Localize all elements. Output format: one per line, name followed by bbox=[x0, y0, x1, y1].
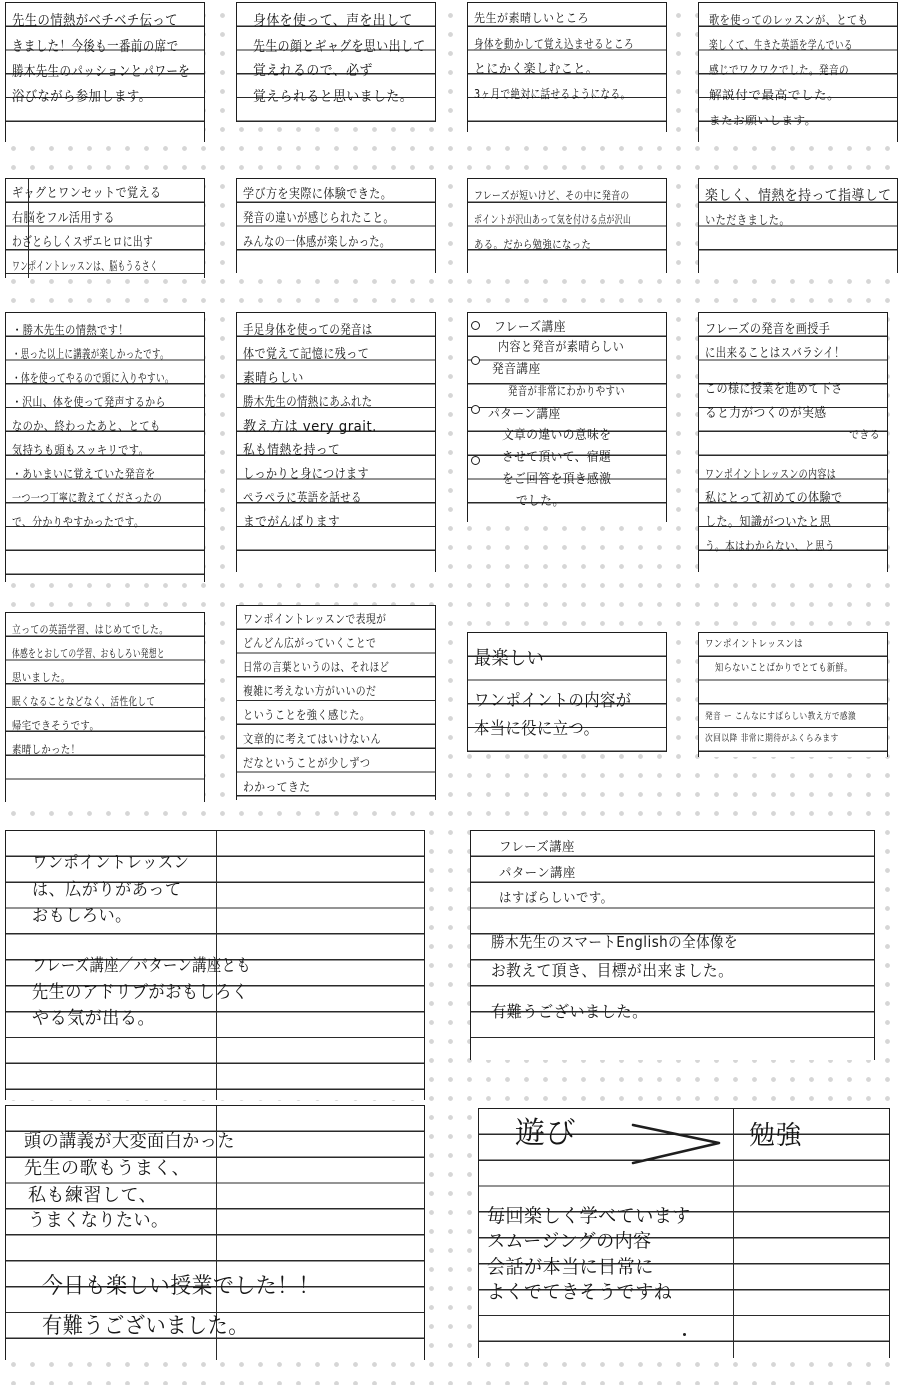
note-card bbox=[698, 2, 898, 142]
note-text: 有難うございました。 bbox=[42, 1314, 250, 1339]
note-text: 今日も楽しい授業でした！！ bbox=[42, 1274, 320, 1299]
note-text: おもしろい。 bbox=[32, 906, 132, 926]
note-text: 複雑に考えない方がいいのだ bbox=[243, 684, 377, 698]
note-text: ギャグとワンセットで覚える bbox=[12, 186, 162, 201]
note-text: 感じでワクワクでした。発音の bbox=[709, 63, 850, 77]
note-text: パターン講座 bbox=[488, 407, 561, 422]
note-text: 解説付で最高でした。 bbox=[709, 88, 841, 102]
note-text: 素晴しかった！ bbox=[12, 743, 81, 756]
note-text: 先生の顔とギャグを思い出して bbox=[253, 39, 426, 55]
note-text: で、分かりやすかったです。 bbox=[12, 515, 145, 529]
note-text: いただきました。 bbox=[705, 213, 791, 227]
note-text: 内容と発音が素晴らしい bbox=[498, 340, 625, 355]
note-text: なのか、終わったあと、とても bbox=[12, 419, 161, 433]
note-card bbox=[698, 632, 888, 757]
note-text: フレーズ講座／パターン講座とも bbox=[32, 956, 251, 976]
note-text: 立っての英語学習、はじめてでした。 bbox=[12, 623, 169, 636]
note-text: に出来ることはスバラシイ！ bbox=[705, 346, 845, 361]
note-text: 楽しく、情熱を持って指導して bbox=[705, 188, 892, 204]
note-text: 体で覚えて記憶に残って bbox=[243, 347, 370, 362]
note-text: 最楽しい bbox=[474, 647, 545, 669]
note-text: とにかく楽しむこと。 bbox=[474, 62, 599, 77]
note-text: 毎回楽しく学べています bbox=[487, 1205, 691, 1227]
note-text: 学び方を実際に体験できた。 bbox=[243, 187, 393, 202]
note-text: ある。だから勉強になった bbox=[474, 238, 592, 251]
note-text: フレーズの発音を画授手 bbox=[705, 322, 831, 337]
note-text: やる気が出る。 bbox=[32, 1008, 156, 1029]
note-text: は、広がりがあって bbox=[32, 880, 182, 900]
note-card bbox=[467, 312, 667, 522]
note-card bbox=[236, 312, 436, 572]
note-card bbox=[236, 178, 436, 273]
note-card bbox=[698, 178, 898, 273]
note-text: 先生の情熱がベチベチ伝って bbox=[12, 13, 178, 29]
arrow-right-icon bbox=[627, 1121, 727, 1167]
note-text: 遊び bbox=[515, 1116, 576, 1151]
note-text: はすばらしいです。 bbox=[499, 891, 614, 906]
note-text: 思いました。 bbox=[12, 671, 71, 684]
binder-ring-icon bbox=[471, 321, 480, 330]
note-text: ・勝木先生の情熱です！ bbox=[12, 323, 129, 337]
note-text: パターン講座 bbox=[499, 866, 576, 881]
binder-ring-icon bbox=[471, 356, 480, 365]
note-text: ポイントが沢山あって気を付ける点が沢山 bbox=[474, 213, 632, 226]
note-text: ワンポイントレッスンで表現が bbox=[243, 612, 387, 626]
ink-dot bbox=[683, 1333, 686, 1336]
note-text: させて頂いて、宿題 bbox=[502, 450, 612, 465]
note-text: ワンポイントの内容が bbox=[474, 691, 632, 711]
binder-ring-icon bbox=[471, 456, 480, 465]
note-text: 私も情熱を持って bbox=[243, 443, 341, 458]
note-card bbox=[5, 612, 205, 802]
note-text: 右脳をフル活用する bbox=[12, 211, 115, 226]
note-text: またお願いします。 bbox=[709, 114, 817, 127]
note-text: 身体を使って、声を出して bbox=[253, 13, 413, 29]
note-card bbox=[470, 830, 875, 1060]
note-text: ワンポイントレッスンは、脳もうるさく bbox=[12, 259, 159, 273]
note-text: 発音の違いが感じられたこと。 bbox=[243, 211, 395, 226]
note-text: 文章的に考えてはいけないん bbox=[243, 732, 382, 746]
note-text: ・思った以上に講義が楽しかったです。 bbox=[12, 347, 169, 361]
note-text: 文章の違いの意味を bbox=[502, 428, 612, 443]
note-text: う。本はわからない、と思う bbox=[705, 539, 836, 553]
note-card bbox=[698, 312, 888, 572]
note-text: できる bbox=[849, 428, 881, 441]
note-text: うまくなりたい。 bbox=[28, 1210, 169, 1231]
note-text: 教え方は very grait. bbox=[243, 419, 377, 435]
note-card bbox=[5, 178, 205, 278]
note-text: 体感をとおしての学習、おもしろい発想と bbox=[12, 647, 165, 660]
note-text: 3ヶ月で絶対に話せるようになる。 bbox=[474, 87, 631, 101]
note-card bbox=[236, 2, 436, 122]
note-text: きました！今後も一番前の席で bbox=[12, 39, 179, 55]
note-text: 素晴らしい bbox=[243, 371, 304, 386]
note-text: 有難うございました。 bbox=[491, 1002, 648, 1021]
note-text: だなということが少しずつ bbox=[243, 756, 371, 770]
note-text: 手足身体を使っての発音は bbox=[243, 323, 373, 338]
note-card bbox=[478, 1108, 890, 1358]
note-text: 発音講座 bbox=[492, 362, 541, 377]
note-text: フレーズ講座 bbox=[494, 320, 566, 335]
note-text: 一つ一つ丁寧に教えてくださったの bbox=[12, 491, 163, 505]
note-text: 勝木先生の情熱にあふれた bbox=[243, 395, 373, 410]
note-text: 覚えられると思いました。 bbox=[253, 89, 414, 105]
note-text: ワンポイントレッスンの内容は bbox=[705, 467, 837, 481]
note-text: 私にとって初めての体験で bbox=[705, 491, 843, 506]
note-text: 眠くなることなどなく、活性化して bbox=[12, 695, 156, 708]
note-text: 次回以降 非常に期待がふくらみます bbox=[705, 734, 839, 744]
note-card bbox=[5, 830, 425, 1100]
note-card bbox=[467, 178, 667, 273]
note-text: ワンポイントレッスン bbox=[32, 853, 190, 873]
note-text: 楽しくて、生きた英語を学んでいる bbox=[709, 38, 853, 52]
note-text: でした。 bbox=[516, 494, 565, 509]
note-text: 日常の言葉というのは、それほど bbox=[243, 660, 390, 674]
note-text: 先生のアドリブがおもしろく bbox=[32, 982, 249, 1003]
note-text: 浴びながら参加します。 bbox=[12, 89, 152, 105]
note-text: みんなの一体感が楽しかった。 bbox=[243, 235, 391, 250]
note-card bbox=[5, 1105, 425, 1360]
note-text: ワンポイントレッスンは bbox=[705, 639, 804, 650]
note-text: ると力がつくのが実感 bbox=[705, 406, 827, 421]
note-text: よくでてきそうですね bbox=[487, 1281, 673, 1303]
note-card bbox=[5, 2, 205, 142]
note-text: 勝木先生のパッションとパワーを bbox=[12, 64, 191, 80]
note-text: 私も練習して、 bbox=[28, 1185, 158, 1206]
note-text: ということを強く感じた。 bbox=[243, 708, 371, 722]
note-text: 勉強 bbox=[749, 1121, 803, 1151]
note-text: 歌を使ってのレッスンが、とても bbox=[709, 13, 869, 27]
note-card bbox=[467, 2, 667, 132]
note-text: 発音が非常にわかりやすい bbox=[508, 384, 626, 398]
note-text: ペラペラに英語を話せる bbox=[243, 491, 362, 506]
note-text: しっかりと身につけます bbox=[243, 467, 370, 482]
note-text: わかってきた bbox=[243, 780, 311, 794]
note-text: フレーズが短いけど、その中に発音の bbox=[474, 189, 630, 202]
note-card bbox=[5, 312, 205, 582]
note-text: 発音 ー こんなにすばらしい教え方で感激 bbox=[705, 712, 857, 722]
note-text: フレーズ講座 bbox=[499, 840, 575, 855]
note-text: ・あいまいに覚えていた発音を bbox=[12, 467, 156, 481]
note-card bbox=[467, 632, 667, 752]
note-text: この様に授業を進めて下さ bbox=[705, 382, 843, 397]
note-text: どんどん広がっていくことで bbox=[243, 636, 377, 650]
note-text: 先生の歌もうまく、 bbox=[24, 1158, 191, 1179]
note-text: 帰宅できそうです。 bbox=[12, 719, 100, 732]
note-text: した。知識がついたと思 bbox=[705, 515, 832, 530]
binder-ring-icon bbox=[471, 405, 480, 414]
note-text: 身体を動かして覚え込ませるところ bbox=[474, 37, 635, 51]
note-text: ・体を使ってやるので頭に入りやすい。 bbox=[12, 371, 175, 385]
note-text: 会話が本当に日常に bbox=[487, 1256, 654, 1278]
note-text: 頭の講義が大変面白かった bbox=[24, 1131, 235, 1152]
note-text: 気持ちも頭もスッキリです。 bbox=[12, 443, 150, 457]
note-text: 先生が素晴しいところ bbox=[474, 11, 590, 25]
note-text: 勝木先生のスマートEnglishの全体像を bbox=[491, 933, 738, 951]
note-text: 本当に役に立つ。 bbox=[474, 719, 600, 739]
note-text: スムージングの内容 bbox=[487, 1230, 652, 1252]
note-text: までがんばります bbox=[243, 515, 341, 530]
note-text: お教えて頂き、目標が出来ました。 bbox=[491, 961, 734, 980]
note-text: 覚えれるので、必ず bbox=[253, 63, 373, 79]
note-text: 知らないことばかりでとても新鮮。 bbox=[715, 663, 853, 674]
note-text: をご回答を頂き感激 bbox=[502, 472, 612, 487]
note-text: ・沢山、体を使って発声するから bbox=[12, 395, 166, 409]
note-text: わざとらしくスザエヒロに出す bbox=[12, 235, 154, 250]
note-card bbox=[236, 605, 436, 800]
